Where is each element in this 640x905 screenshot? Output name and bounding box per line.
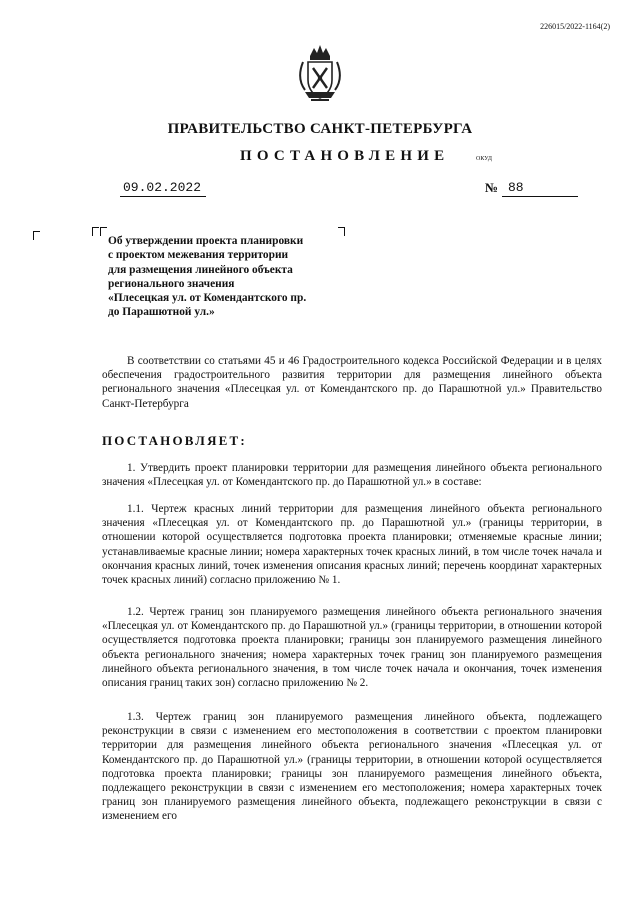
paragraph-1-3: 1.3. Чертеж границ зон планируемого размещения линейного объекта, подлежащего реконструкции в связи с изменением его местоположения в соответствии с проектом планировки территории для размещения линейного объекта регионального значения «Плесецкая ул. от Комендантского пр. до Парашютной ул.» (границы территории, в отношении которой осуществляется подготовка проекта планировки; границы зон планируемого размещения линейного объекта, подлежащего реконструкции в связи с изменением его местоположения; номера характерных точек границ зон планируемого размещения линейного объекта, подлежащего реконструкции в связи с изменением его: [102, 711, 602, 823]
number-underline: [502, 196, 578, 197]
number-label: №: [485, 180, 499, 195]
subject-line: регионального значения: [108, 277, 235, 290]
corner-mark-left: [33, 231, 40, 240]
document-type-title: ПОСТАНОВЛЕНИЕ: [240, 148, 450, 164]
document-date: 09.02.2022: [123, 180, 202, 195]
document-subject: [108, 234, 358, 320]
paragraph-1: 1. Утвердить проект планировки территории для размещения линейного объекта регионального значения «Плесецкая ул. от Комендантского пр. до Парашютной ул.» в составе:: [102, 462, 602, 489]
date-underline: [120, 196, 206, 197]
subject-line: Об утверждении проекта планировки: [108, 235, 304, 247]
subject-line: «Плесецкая ул. от Комендантского пр.: [108, 292, 307, 305]
okud-label: ОКУД: [476, 156, 492, 162]
subject-line: до Парашютной ул.»: [108, 306, 215, 319]
paragraph-1-2: 1.2. Чертеж границ зон планируемого размещения линейного объекта регионального значения «Плесецкая ул. от Комендантского пр. до Парашютной ул.» (границы территории, в отношении которой осуществляется подготовка проекта планировки; границы зон планируемого размещения линейного объекта регионального значения; номера характерных точек границ зон планируемого размещения линейного объекта регионального значения, в том числе точек начала и окончания, точек изменения описания границ таких зон) согласно приложению № 2.: [102, 606, 602, 690]
resolves-heading: ПОСТАНОВЛЯЕТ:: [102, 433, 247, 448]
document-registration-number: 226015/2022-1164(2): [540, 22, 610, 31]
authority-title: ПРАВИТЕЛЬСТВО САНКТ-ПЕТЕРБУРГА: [167, 121, 473, 137]
document-number: 88: [508, 180, 524, 195]
subject-line: с проектом межевания территории: [108, 249, 289, 262]
saint-petersburg-coat-of-arms-icon: [297, 42, 343, 104]
subject-line: для размещения линейного объекта: [108, 263, 293, 276]
corner-mark-subject-left-2: [100, 227, 107, 236]
corner-mark-subject-left-1: [92, 227, 99, 236]
paragraph-1-1: 1.1. Чертеж красных линий территории для размещения линейного объекта регионального значения «Плесецкая ул. от Комендантского пр. до Парашютной ул.» (границы территории, в отношении которой осуществляется подготовка проекта планировки; отменяемые красные линии; устанавливаемые красные линии; номера характерных точек красных линий, в том числе точек начала и окончания красных линий, точек изменения описания красных линий; перечень координат характерных точек красных линий) согласно приложению № 1.: [102, 503, 602, 587]
preamble-paragraph: В соответствии со статьями 45 и 46 Градостроительного кодекса Российской Федерации и в целях обеспечения градостроительного развития территории для размещения линейного объекта регионального значения «Плесецкая ул. от Комендантского пр. до Парашютной ул.» Правительство Санкт-Петербурга: [102, 355, 602, 410]
